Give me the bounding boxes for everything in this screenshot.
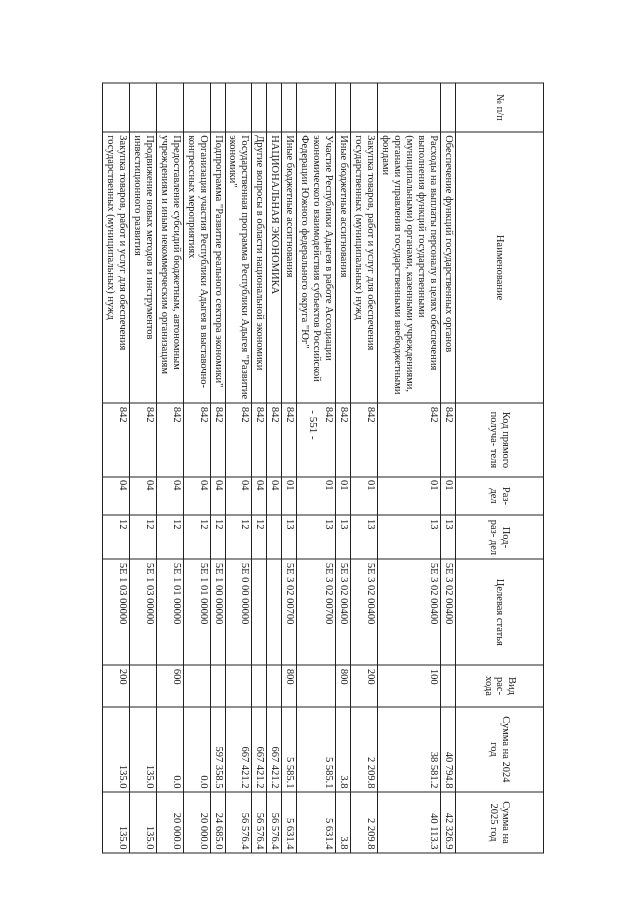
cell-vid [183, 665, 210, 706]
cell-name: Закупка товаров, работ и услуг для обеспечения государственных (муниципальных) нужд [102, 132, 129, 404]
cell-tselevaya: 5Е 3 02 00700 [297, 559, 336, 665]
cell-sum2025: 56 576.4 [252, 792, 267, 853]
cell-vid [225, 665, 252, 706]
cell-razdel: 04 [102, 477, 129, 516]
cell-name: Организация участия Республики Адыгея в выставочно-конгрессных мероприятиях [183, 132, 210, 404]
cell-sum2025: 2 209.8 [351, 792, 378, 853]
cell-code: 842 [267, 403, 282, 476]
cell-tselevaya: 5Е 1 03 00000 [129, 559, 156, 665]
cell-code: 842 [282, 403, 297, 476]
cell-nn [156, 83, 183, 132]
header-vid: Вид рас- хода [456, 665, 544, 706]
cell-code: 842 [252, 403, 267, 476]
cell-sum2025: 5 631.4 [282, 792, 297, 853]
cell-sum2024: 667 421.2 [225, 707, 252, 792]
header-sum2025: Сумма на 2025 год [456, 792, 544, 853]
cell-sum2024: 135.0 [102, 707, 129, 792]
header-name: Наименование [456, 132, 544, 404]
cell-nn [351, 83, 378, 132]
cell-name: Расходы на выплаты персоналу в целях обеспечения выполнения функций государственными (муниципальными) органами, казенными учреждениями, органами управления государственными внебюджетными фондами [378, 132, 441, 404]
cell-name: Иные бюджетные ассигнования [336, 132, 351, 404]
cell-code: 842 [225, 403, 252, 476]
cell-sum2024: 135.0 [129, 707, 156, 792]
table-row [129, 83, 156, 853]
cell-name: НАЦИОНАЛЬНАЯ ЭКОНОМИКА [267, 132, 282, 404]
cell-razdel: 01 [378, 477, 441, 516]
cell-name: Закупка товаров, работ и услуг для обеспечения государственных (муниципальных) нужд [351, 132, 378, 404]
table-row [441, 83, 456, 853]
cell-sum2024: 40 794.8 [441, 707, 456, 792]
cell-nn [225, 83, 252, 132]
cell-nn [297, 83, 336, 132]
table-row [183, 83, 210, 853]
cell-tselevaya [252, 559, 267, 665]
cell-vid [297, 665, 336, 706]
cell-sum2025: 40 113.3 [378, 792, 441, 853]
cell-tselevaya: 5Е 1 01 00000 [183, 559, 210, 665]
cell-code: 842 [156, 403, 183, 476]
cell-vid [441, 665, 456, 706]
cell-sum2025: 5 631.4 [297, 792, 336, 853]
table-row [336, 83, 351, 853]
cell-sum2024: 38 581.2 [378, 707, 441, 792]
cell-tselevaya: 5Е 1 01 00000 [156, 559, 183, 665]
cell-code: 842 [378, 403, 441, 476]
cell-sum2025: 135.0 [102, 792, 129, 853]
cell-sum2024: 667 421.2 [252, 707, 267, 792]
cell-nn [378, 83, 441, 132]
cell-nn [267, 83, 282, 132]
cell-name: Иные бюджетные ассигнования [282, 132, 297, 404]
cell-podrazdel: 13 [336, 515, 351, 559]
cell-nn [102, 83, 129, 132]
cell-vid [129, 665, 156, 706]
cell-sum2024: 5 585.1 [282, 707, 297, 792]
cell-vid [210, 665, 225, 706]
table-row [102, 83, 129, 853]
table-row [210, 83, 225, 853]
cell-podrazdel: 13 [378, 515, 441, 559]
header-sum2024: Сумма на 2024 год [456, 707, 544, 792]
cell-razdel: 01 [336, 477, 351, 516]
cell-sum2025: 3.8 [336, 792, 351, 853]
cell-nn [129, 83, 156, 132]
table-row [351, 83, 378, 853]
rotated-page [96, 83, 544, 854]
cell-podrazdel [267, 515, 282, 559]
cell-code: 842 [210, 403, 225, 476]
cell-nn [252, 83, 267, 132]
cell-tselevaya: 5Е 3 02 00700 [282, 559, 297, 665]
cell-podrazdel: 13 [297, 515, 336, 559]
cell-razdel: 04 [252, 477, 267, 516]
cell-nn [336, 83, 351, 132]
page-number: - 551 - [307, 410, 319, 440]
cell-tselevaya: 5Е 0 00 00000 [225, 559, 252, 665]
cell-code: 842 [297, 403, 336, 476]
cell-razdel: 04 [183, 477, 210, 516]
cell-tselevaya [267, 559, 282, 665]
cell-sum2025: 24 685.0 [210, 792, 225, 853]
cell-nn [183, 83, 210, 132]
cell-razdel: 04 [225, 477, 252, 516]
header-tselevaya: Целевая статья [456, 559, 544, 665]
cell-code: 842 [336, 403, 351, 476]
cell-name: Другие вопросы в области национальной экономики [252, 132, 267, 404]
table-row [252, 83, 267, 853]
table-row [282, 83, 297, 853]
cell-vid [252, 665, 267, 706]
cell-name: Подпрограмма "Развитие реального сектора экономики" [210, 132, 225, 404]
cell-name: Продвижение новых методов и инструментов инвестиционного развития [129, 132, 156, 404]
cell-podrazdel: 12 [102, 515, 129, 559]
cell-podrazdel: 12 [252, 515, 267, 559]
cell-sum2024: 0.0 [183, 707, 210, 792]
cell-name: Участие Республики Адыгея в работе Ассоциации экономического взаимодействия субъектов Российской Федерации Южного федерального округа "Юг" [297, 132, 336, 404]
cell-podrazdel: 12 [156, 515, 183, 559]
cell-razdel: 04 [129, 477, 156, 516]
cell-razdel: 01 [297, 477, 336, 516]
cell-nn [210, 83, 225, 132]
cell-vid: 600 [156, 665, 183, 706]
cell-sum2024: 3.8 [336, 707, 351, 792]
cell-vid: 800 [282, 665, 297, 706]
cell-sum2025: 42 326.9 [441, 792, 456, 853]
cell-sum2024: 0.0 [156, 707, 183, 792]
table-row [297, 83, 336, 853]
cell-sum2024: 2 209.8 [351, 707, 378, 792]
cell-razdel: 01 [351, 477, 378, 516]
table-row [156, 83, 183, 853]
cell-podrazdel: 12 [129, 515, 156, 559]
cell-tselevaya: 5Е 3 02 00400 [441, 559, 456, 665]
cell-code: 842 [351, 403, 378, 476]
cell-sum2025: 135.0 [129, 792, 156, 853]
cell-razdel: 04 [210, 477, 225, 516]
cell-name: Государственная программа Республики Адыгея "Развитие экономики" [225, 132, 252, 404]
cell-sum2025: 20 000.0 [156, 792, 183, 853]
header-code: Код прямого получа- теля [456, 403, 544, 476]
cell-code: 842 [129, 403, 156, 476]
table-row [378, 83, 441, 853]
cell-podrazdel: 13 [282, 515, 297, 559]
cell-tselevaya: 5Е 3 02 00400 [378, 559, 441, 665]
cell-podrazdel: 13 [441, 515, 456, 559]
cell-sum2025: 20 000.0 [183, 792, 210, 853]
cell-razdel: 04 [267, 477, 282, 516]
cell-code: 842 [102, 403, 129, 476]
budget-table [102, 83, 544, 854]
cell-razdel: 01 [282, 477, 297, 516]
cell-vid: 200 [102, 665, 129, 706]
cell-razdel: 04 [156, 477, 183, 516]
cell-name: Предоставление субсидий бюджетным, автономным учреждениям и иным некоммерческим организациям [156, 132, 183, 404]
cell-sum2025: 56 576.4 [267, 792, 282, 853]
cell-sum2024: 667 421.2 [267, 707, 282, 792]
cell-code: 842 [441, 403, 456, 476]
cell-tselevaya: 5Е 1 00 00000 [210, 559, 225, 665]
cell-podrazdel: 12 [183, 515, 210, 559]
header-razdel: Раз- дел [456, 477, 544, 516]
cell-vid [267, 665, 282, 706]
cell-sum2025: 56 576.4 [225, 792, 252, 853]
cell-vid: 800 [336, 665, 351, 706]
cell-razdel: 01 [441, 477, 456, 516]
cell-name: Обеспечение функций государственных органов [441, 132, 456, 404]
cell-vid: 100 [378, 665, 441, 706]
cell-tselevaya: 5Е 3 02 00400 [351, 559, 378, 665]
header-nn: № п/п [456, 83, 544, 132]
cell-nn [282, 83, 297, 132]
cell-sum2024: 597 358.5 [210, 707, 225, 792]
header-row [456, 83, 544, 853]
cell-podrazdel: 12 [225, 515, 252, 559]
cell-tselevaya: 5Е 3 02 00400 [336, 559, 351, 665]
table-row [225, 83, 252, 853]
table-row [267, 83, 282, 853]
cell-code: 842 [183, 403, 210, 476]
cell-tselevaya: 5Е 1 03 00000 [102, 559, 129, 665]
header-podrazdel: Под- раз- дел [456, 515, 544, 559]
cell-nn [441, 83, 456, 132]
cell-podrazdel: 13 [351, 515, 378, 559]
cell-podrazdel: 12 [210, 515, 225, 559]
cell-vid: 200 [351, 665, 378, 706]
cell-sum2024: 5 585.1 [297, 707, 336, 792]
